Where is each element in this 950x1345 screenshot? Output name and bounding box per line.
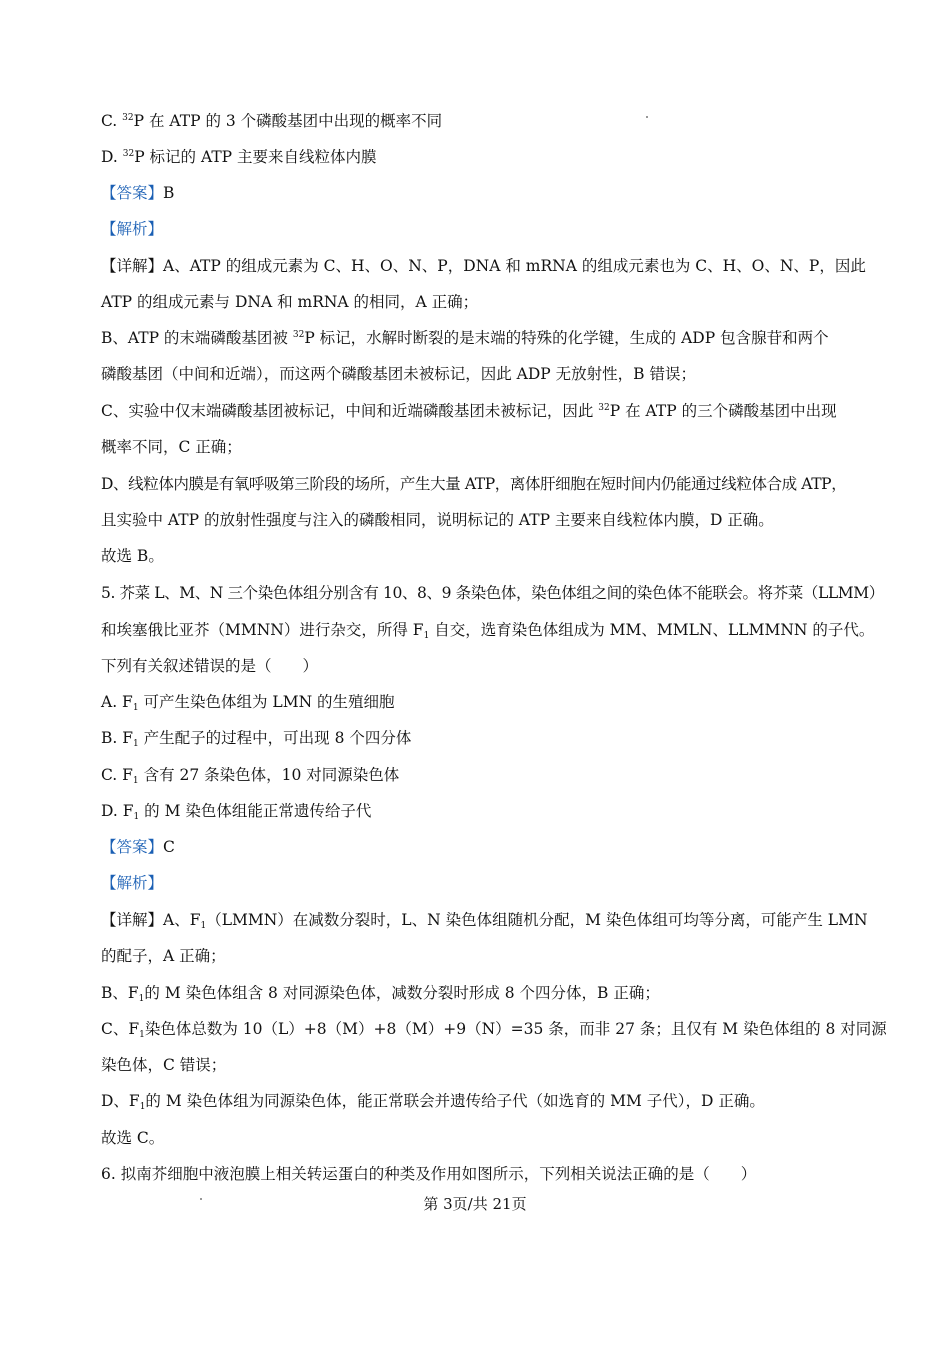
- q5-analysis-tag: 【解析】: [101, 874, 164, 892]
- answer-value: C: [163, 838, 175, 856]
- q4-detail-line: C、实验中仅末端磷酸基团被标记，中间和近端磷酸基团未被标记，因此 $^{32}$P 在 ATP 的三个磷酸基团中出现: [101, 402, 837, 420]
- q4-conclusion: 故选 B。: [101, 547, 164, 565]
- q5-detail-line: 染色体，C 错误；: [101, 1056, 227, 1074]
- q4-detail-line: B、ATP 的末端磷酸基团被 $^{32}$P 标记，水解时断裂的是末端的特殊的化学键，生成的 ADP 包含腺苷和两个: [101, 329, 829, 347]
- q5-stem-line: 下列有关叙述错误的是（ ）: [101, 657, 319, 675]
- q5-answer: [101, 836, 861, 858]
- q4-detail-line: 且实验中 ATP 的放射性强度与注入的磷酸相同，说明标记的 ATP 主要来自线粒体内膜，D 正确。: [101, 511, 774, 529]
- q4-detail-line: 磷酸基团（中间和近端），而这两个磷酸基团未被标记，因此 ADP 无放射性，B 错误；: [101, 365, 696, 383]
- answer-tag: 【答案】: [101, 184, 164, 202]
- q5-option-a: A. $F_1$ 可产生染色体组为 LMN 的生殖细胞: [101, 693, 395, 713]
- answer-value: B: [163, 184, 175, 202]
- q4-option-d: D. $^{32}$P 标记的 ATP 主要来自线粒体内膜: [101, 148, 377, 166]
- q5-conclusion: 故选 C。: [101, 1129, 165, 1147]
- q4-answer: [101, 182, 861, 204]
- q5-detail-line: D、$F_1$的 M 染色体组为同源染色体，能正常联会并遗传给子代（如选育的 MM 子代），D 正确。: [101, 1092, 765, 1112]
- q5-stem-line: 和埃塞俄比亚芥（MMNN）进行杂交，所得 $F_1$ 自交，选育染色体组成为 MM、MMLN、LLMMNN 的子代。: [101, 621, 875, 641]
- q5-detail-line: B、$F_1$的 M 染色体组含 8 对同源染色体，减数分裂时形成 8 个四分体，B 正确；: [101, 984, 660, 1004]
- q5-detail-line: 的配子，A 正确；: [101, 947, 226, 965]
- q5-stem-line: 5. 芥菜 L、M、N 三个染色体组分别含有 10、8、9 条染色体，染色体组之间的染色体不能联会。将芥菜（LLMM）: [101, 584, 884, 602]
- answer-tag: 【答案】: [101, 838, 164, 856]
- q5-detail-line: 【详解】A、$F_1(LMMN)$在减数分裂时，L、N 染色体组随机分配，M 染色体组可均等分离，可能产生 LMN: [101, 911, 868, 931]
- q4-option-c: C. $^{32}$P 在 ATP 的 3 个磷酸基团中出现的概率不同: [101, 112, 443, 130]
- q5-detail-line: C、$F_1$染色体总数为 10（L）+8（M）+8（M）+9（N）=35 条，而非 27 条；且仅有 M 染色体组的 8 对同源: [101, 1020, 887, 1040]
- q5-option-b: B. $F_1$ 产生配子的过程中，可出现 8 个四分体: [101, 729, 412, 749]
- q4-detail-line: 概率不同，C 正确；: [101, 438, 242, 456]
- q5-option-d: D. $F_1$ 的 M 染色体组能正常遗传给子代: [101, 802, 372, 822]
- page-footer: 第 3页/共 21页: [423, 1195, 527, 1213]
- q6-stem-line: 6. 拟南芥细胞中液泡膜上相关转运蛋白的种类及作用如图所示，下列相关说法正确的是（ ）: [101, 1165, 757, 1183]
- q4-detail-line: ATP 的组成元素与 DNA 和 mRNA 的相同，A 正确；: [101, 293, 479, 311]
- q4-analysis-tag: 【解析】: [101, 220, 164, 238]
- q4-detail-line: 【详解】A、ATP 的组成元素为 C、H、O、N、P，DNA 和 mRNA 的组成元素也为 C、H、O、N、P，因此: [101, 257, 866, 275]
- q4-detail-line: D、线粒体内膜是有氧呼吸第三阶段的场所，产生大量 ATP，离体肝细胞在短时间内仍能通过线粒体合成 ATP，: [101, 475, 847, 493]
- q5-option-c: C. $F_1$ 含有 27 条染色体，10 对同源染色体: [101, 766, 400, 786]
